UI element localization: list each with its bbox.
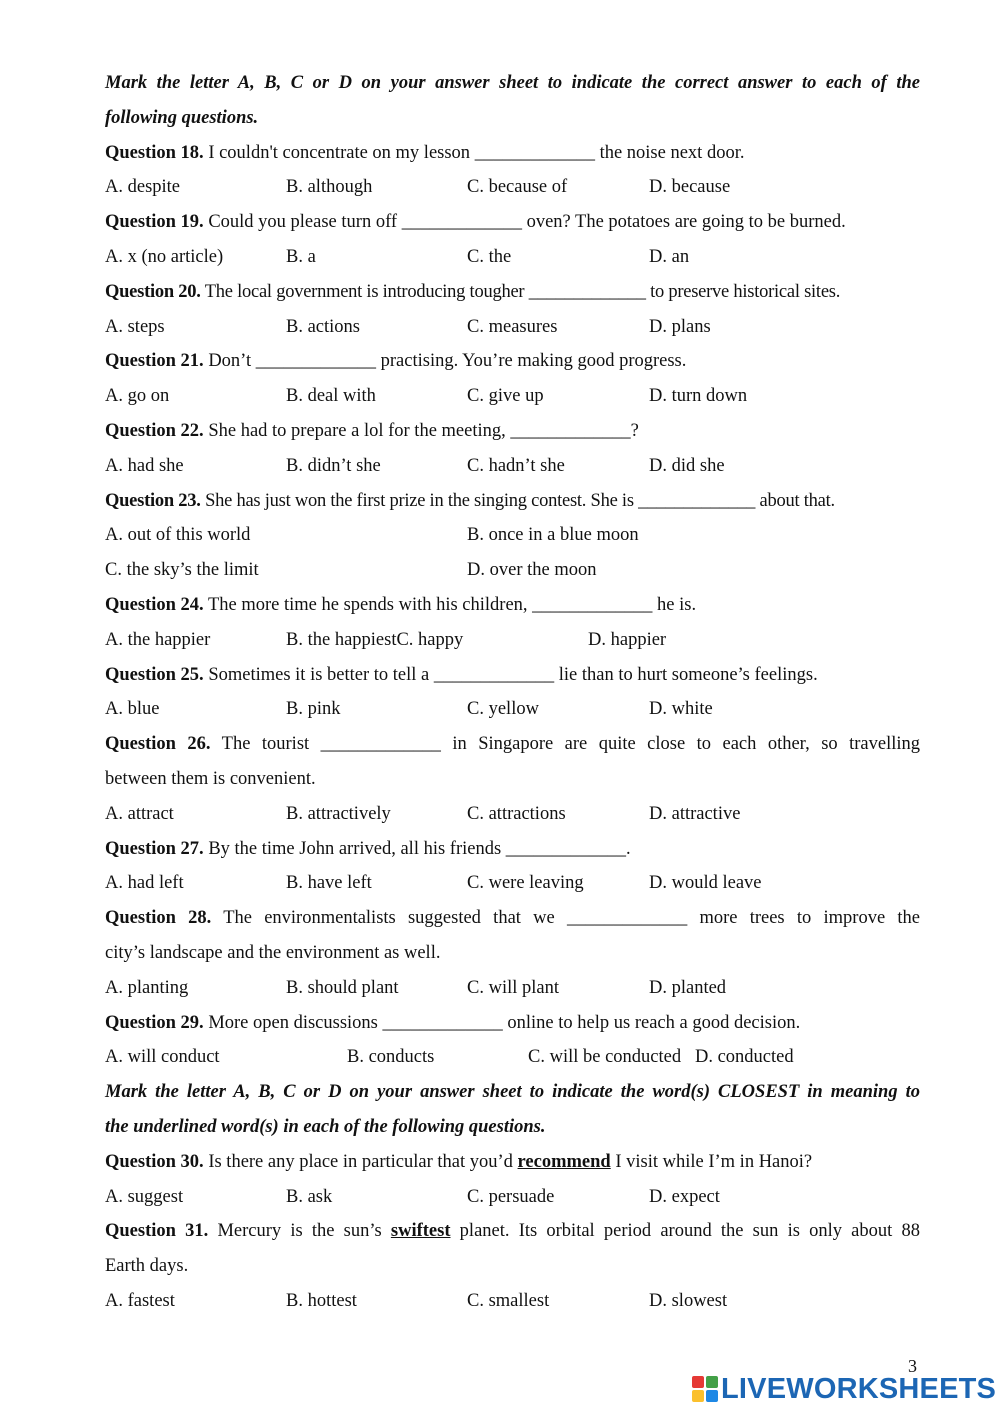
answer-blank[interactable]: _____________ [474, 142, 595, 163]
option-a[interactable]: A. had she [105, 455, 184, 476]
question-text: . [626, 838, 631, 859]
question-text: More open discussions [203, 1012, 383, 1033]
section1-instruction: Mark the letter A, B, C or D on your answer sheet to indicate the correct answer to each of the [105, 73, 920, 93]
option-a[interactable]: A. will conduct [105, 1047, 220, 1068]
question-23-options-row2 [105, 553, 920, 588]
question-28-cont: city’s landscape and the environment as well. [105, 942, 441, 963]
option-d[interactable]: D. attractive [649, 803, 741, 824]
question-text: more trees to improve the [687, 908, 920, 929]
question-27-options [105, 866, 920, 901]
question-25-options [105, 692, 920, 727]
question-label: Question 25. [105, 664, 204, 685]
question-21-options [105, 379, 920, 414]
question-28-options [105, 971, 920, 1006]
question-text: The tourist [210, 734, 321, 755]
question-31 [105, 1214, 920, 1249]
option-c[interactable]: C. because of [467, 177, 568, 198]
answer-blank[interactable]: _____________ [510, 420, 631, 441]
question-label: Question 22. [105, 420, 204, 441]
question-text: The environmentalists suggested that we [211, 908, 567, 929]
question-label: Question 24. [105, 594, 204, 615]
option-d[interactable]: D. happier [588, 629, 667, 650]
option-c[interactable]: C. the sky’s the limit [105, 560, 259, 581]
question-28 [105, 901, 920, 936]
question-text: She had to prepare a lol for the meeting, [203, 420, 511, 441]
answer-blank[interactable]: _____________ [401, 212, 522, 233]
question-26 [105, 727, 920, 762]
question-31-cont: Earth days. [105, 1256, 189, 1277]
logo-mark-icon [692, 1376, 718, 1402]
question-25 [105, 658, 920, 693]
answer-blank[interactable]: _____________ [505, 838, 627, 859]
question-text: Could you please turn off [203, 212, 402, 233]
option-c[interactable]: C. measures [467, 316, 558, 337]
question-text: Don’t [203, 351, 256, 372]
option-b-c[interactable]: B. the happiestC. happy [286, 629, 464, 650]
question-23-options-row1 [105, 518, 920, 553]
question-20 [105, 275, 920, 310]
option-a[interactable]: A. steps [105, 316, 165, 337]
answer-blank[interactable]: _____________ [528, 281, 646, 302]
option-c[interactable]: C. attractions [467, 803, 566, 824]
option-a[interactable]: A. the happier [105, 629, 211, 650]
question-text: he is. [652, 594, 697, 615]
question-text: about that. [755, 490, 835, 511]
option-b[interactable]: B. didn’t she [286, 455, 381, 476]
question-text: practising. You’re making good progress. [376, 351, 687, 372]
question-text: Is there any place in particular that you’d [203, 1151, 518, 1172]
worksheet-page [105, 66, 920, 1319]
option-a[interactable]: A. had left [105, 873, 184, 894]
option-c[interactable]: C. were leaving [467, 873, 584, 894]
question-text: planet. Its orbital period around the sun is only about 88 [450, 1221, 920, 1242]
option-c[interactable]: C. will plant [467, 977, 559, 998]
answer-blank[interactable]: _____________ [255, 351, 377, 372]
option-a[interactable]: A. despite [105, 177, 181, 198]
question-text: in Singapore are quite close to each other, so travelling [440, 734, 920, 755]
option-c[interactable]: C. smallest [467, 1290, 550, 1311]
question-29-options [105, 1040, 920, 1075]
underlined-word: swiftest [390, 1221, 451, 1242]
option-d[interactable]: D. expect [649, 1186, 720, 1207]
question-text: By the time John arrived, all his friends [203, 838, 506, 859]
section1-instruction-cont: following questions. [105, 107, 259, 128]
option-d[interactable]: D. slowest [649, 1290, 728, 1311]
question-23 [105, 484, 920, 519]
option-d[interactable]: D. plans [649, 316, 711, 337]
option-d[interactable]: D. turn down [649, 386, 748, 407]
question-22 [105, 414, 920, 449]
option-d[interactable]: D. did she [649, 455, 725, 476]
question-label: Question 29. [105, 1012, 204, 1033]
option-b[interactable]: B. although [286, 177, 373, 198]
option-a[interactable]: A. out of this world [105, 525, 251, 546]
question-18 [105, 136, 920, 171]
question-18-options [105, 170, 920, 205]
question-text: the noise next door. [594, 142, 745, 163]
question-26-cont: between them is convenient. [105, 768, 316, 789]
option-a[interactable]: A. go on [105, 386, 170, 407]
question-label: Question 18. [105, 142, 204, 163]
option-a[interactable]: A. planting [105, 977, 189, 998]
question-label: Question 28. [105, 908, 212, 929]
section2-instruction: Mark the letter A, B, C or D on your answer sheet to indicate the word(s) CLOSEST in meaning to [105, 1082, 920, 1103]
logo-text: LIVEWORKSHEETS [721, 1373, 997, 1405]
answer-blank[interactable]: _____________ [638, 490, 756, 511]
question-29 [105, 1006, 920, 1041]
question-30 [105, 1145, 920, 1180]
question-text: I visit while I’m in Hanoi? [610, 1151, 813, 1172]
question-19-options [105, 240, 920, 275]
answer-blank[interactable]: _____________ [320, 734, 441, 755]
option-c[interactable]: C. persuade [467, 1186, 555, 1207]
option-b[interactable]: B. should plant [286, 977, 399, 998]
question-label: Question 19. [105, 212, 204, 233]
question-text: lie than to hurt someone’s feelings. [554, 664, 818, 685]
question-22-options [105, 449, 920, 484]
question-text: The more time he spends with his children, [203, 594, 533, 615]
option-c[interactable]: C. give up [467, 386, 544, 407]
question-31-options [105, 1284, 920, 1319]
option-b[interactable]: B. have left [286, 873, 372, 894]
answer-blank[interactable]: _____________ [532, 594, 653, 615]
option-d[interactable]: D. an [649, 246, 690, 267]
question-label: Question 27. [105, 838, 204, 859]
option-c-d[interactable]: C. will be conducted D. conducted [528, 1047, 794, 1068]
question-label: Question 30. [105, 1151, 204, 1172]
option-b[interactable]: B. actions [286, 316, 360, 337]
option-b[interactable]: B. ask [286, 1186, 333, 1207]
answer-blank[interactable]: _____________ [382, 1012, 503, 1033]
question-24-options [105, 623, 920, 658]
question-26-options [105, 797, 920, 832]
option-d[interactable]: D. because [649, 177, 731, 198]
liveworksheets-logo[interactable] [692, 1373, 997, 1405]
question-19 [105, 205, 920, 240]
question-label: Question 20. [105, 281, 201, 302]
question-label: Question 21. [105, 351, 204, 372]
option-b[interactable]: B. conducts [347, 1047, 435, 1068]
section2-instruction-cont: the underlined word(s) in each of the following questions. [105, 1116, 546, 1137]
option-c[interactable]: C. the [467, 246, 512, 267]
question-text: to preserve historical sites. [645, 281, 841, 302]
question-text: The local government is introducing tougher [200, 281, 529, 302]
option-a[interactable]: A. blue [105, 699, 160, 720]
option-c[interactable]: C. yellow [467, 699, 539, 720]
question-20-options [105, 310, 920, 345]
option-a[interactable]: A. x (no article) [105, 246, 224, 267]
question-label: Question 23. [105, 490, 201, 511]
option-b[interactable]: B. hottest [286, 1290, 357, 1311]
question-24 [105, 588, 920, 623]
answer-blank[interactable]: _____________ [566, 908, 688, 929]
question-text: Sometimes it is better to tell a [203, 664, 434, 685]
question-text: ? [630, 420, 639, 441]
option-d[interactable]: D. white [649, 699, 713, 720]
option-b[interactable]: B. pink [286, 699, 341, 720]
question-text: online to help us reach a good decision. [502, 1012, 801, 1033]
option-b[interactable]: B. a [286, 246, 316, 267]
question-21 [105, 344, 920, 379]
option-a[interactable]: A. attract [105, 803, 174, 824]
page-number: 3 [908, 1356, 917, 1376]
option-a[interactable]: A. fastest [105, 1290, 175, 1311]
option-c[interactable]: C. hadn’t she [467, 455, 565, 476]
option-a[interactable]: A. suggest [105, 1186, 184, 1207]
option-b[interactable]: B. once in a blue moon [467, 525, 639, 546]
question-text: Mercury is the sun’s [208, 1221, 391, 1242]
question-text: She has just won the first prize in the singing contest. She is [200, 490, 639, 511]
option-d[interactable]: D. would leave [649, 873, 762, 894]
option-d[interactable]: D. planted [649, 977, 727, 998]
option-b[interactable]: B. attractively [286, 803, 391, 824]
answer-blank[interactable]: _____________ [433, 664, 555, 685]
question-label: Question 31. [105, 1221, 209, 1242]
underlined-word: recommend [517, 1151, 611, 1172]
question-text: oven? The potatoes are going to be burned. [521, 212, 846, 233]
question-label: Question 26. [105, 734, 211, 755]
question-27 [105, 832, 920, 867]
question-text: I couldn't concentrate on my lesson [203, 142, 475, 163]
question-30-options [105, 1180, 920, 1215]
option-d[interactable]: D. over the moon [467, 560, 597, 581]
option-b[interactable]: B. deal with [286, 386, 376, 407]
